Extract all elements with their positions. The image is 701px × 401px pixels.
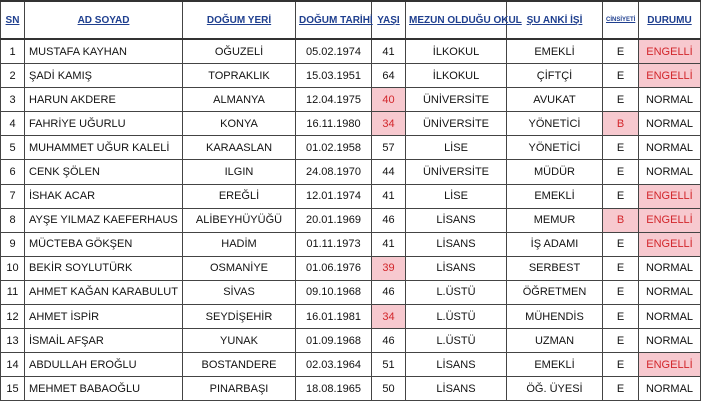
cell-durumu[interactable]: NORMAL	[639, 256, 701, 280]
cell-mezun-okul[interactable]: LİSE	[406, 184, 507, 208]
table-row[interactable]	[1, 64, 701, 88]
table-row[interactable]	[1, 305, 701, 329]
cell-dogum-yeri[interactable]: SİVAS	[183, 280, 296, 304]
cell-yasi[interactable]: 51	[372, 353, 406, 377]
cell-dogum-tarihi[interactable]: 01.09.1968	[296, 329, 372, 353]
cell-durumu[interactable]: NORMAL	[639, 305, 701, 329]
cell-mezun-okul[interactable]: LİSANS	[406, 208, 507, 232]
cell-durumu[interactable]: NORMAL	[639, 160, 701, 184]
cell-cinsiyet[interactable]: E	[603, 160, 639, 184]
cell-sn[interactable]: 5	[1, 136, 25, 160]
cell-su-anki-isi[interactable]: YÖNETİCİ	[507, 112, 603, 136]
cell-ad-soyad[interactable]: HARUN AKDERE	[25, 88, 183, 112]
cell-cinsiyet[interactable]: E	[603, 305, 639, 329]
cell-cinsiyet[interactable]: E	[603, 184, 639, 208]
cell-dogum-yeri[interactable]: ALMANYA	[183, 88, 296, 112]
header-durumu[interactable]: DURUMU	[639, 1, 701, 39]
cell-ad-soyad[interactable]: MEHMET BABAOĞLU	[25, 377, 183, 401]
table-row[interactable]	[1, 353, 701, 377]
cell-mezun-okul[interactable]: LİSANS	[406, 353, 507, 377]
cell-su-anki-isi[interactable]: SERBEST	[507, 256, 603, 280]
cell-su-anki-isi[interactable]: YÖNETİCİ	[507, 136, 603, 160]
cell-cinsiyet[interactable]: E	[603, 64, 639, 88]
cell-cinsiyet[interactable]: E	[603, 136, 639, 160]
cell-sn[interactable]: 14	[1, 353, 25, 377]
header-su-anki-isi[interactable]: ŞU ANKİ İŞİ	[507, 1, 603, 39]
table-row[interactable]	[1, 39, 701, 64]
cell-dogum-tarihi[interactable]: 18.08.1965	[296, 377, 372, 401]
table-row[interactable]	[1, 184, 701, 208]
cell-sn[interactable]: 4	[1, 112, 25, 136]
cell-mezun-okul[interactable]: LİSE	[406, 136, 507, 160]
cell-cinsiyet[interactable]: E	[603, 88, 639, 112]
cell-su-anki-isi[interactable]: UZMAN	[507, 329, 603, 353]
cell-durumu[interactable]: NORMAL	[639, 136, 701, 160]
cell-durumu[interactable]: NORMAL	[639, 280, 701, 304]
cell-dogum-yeri[interactable]: KARAASLAN	[183, 136, 296, 160]
cell-dogum-yeri[interactable]: PINARBAŞI	[183, 377, 296, 401]
cell-dogum-yeri[interactable]: ALİBEYHÜYÜĞÜ	[183, 208, 296, 232]
cell-su-anki-isi[interactable]: EMEKLİ	[507, 353, 603, 377]
cell-cinsiyet[interactable]: E	[603, 329, 639, 353]
cell-yasi[interactable]: 46	[372, 329, 406, 353]
header-dogum-tarihi[interactable]: DOĞUM TARİHİ	[296, 1, 372, 39]
cell-sn[interactable]: 1	[1, 39, 25, 64]
cell-mezun-okul[interactable]: ÜNİVERSİTE	[406, 88, 507, 112]
cell-ad-soyad[interactable]: ŞADİ KAMIŞ	[25, 64, 183, 88]
cell-dogum-tarihi[interactable]: 01.11.1973	[296, 232, 372, 256]
cell-dogum-yeri[interactable]: YUNAK	[183, 329, 296, 353]
cell-mezun-okul[interactable]: İLKOKUL	[406, 39, 507, 64]
cell-su-anki-isi[interactable]: MÜHENDİS	[507, 305, 603, 329]
cell-cinsiyet[interactable]: E	[603, 377, 639, 401]
cell-cinsiyet[interactable]: E	[603, 39, 639, 64]
cell-ad-soyad[interactable]: AHMET İSPİR	[25, 305, 183, 329]
header-mezun-okul[interactable]: MEZUN OLDUĞU OKUL	[406, 1, 507, 39]
cell-su-anki-isi[interactable]: MÜDÜR	[507, 160, 603, 184]
cell-cinsiyet[interactable]: B	[603, 208, 639, 232]
cell-sn[interactable]: 10	[1, 256, 25, 280]
cell-ad-soyad[interactable]: MÜCTEBA GÖKŞEN	[25, 232, 183, 256]
header-yasi[interactable]: YAŞI	[372, 1, 406, 39]
cell-durumu[interactable]: ENGELLİ	[639, 184, 701, 208]
cell-durumu[interactable]: NORMAL	[639, 112, 701, 136]
cell-dogum-tarihi[interactable]: 12.01.1974	[296, 184, 372, 208]
cell-ad-soyad[interactable]: CENK ŞÖLEN	[25, 160, 183, 184]
cell-yasi[interactable]: 41	[372, 232, 406, 256]
cell-yasi[interactable]: 57	[372, 136, 406, 160]
cell-dogum-yeri[interactable]: KONYA	[183, 112, 296, 136]
cell-dogum-tarihi[interactable]: 01.06.1976	[296, 256, 372, 280]
cell-cinsiyet[interactable]: B	[603, 112, 639, 136]
cell-dogum-tarihi[interactable]: 20.01.1969	[296, 208, 372, 232]
cell-durumu[interactable]: ENGELLİ	[639, 39, 701, 64]
cell-yasi[interactable]: 46	[372, 280, 406, 304]
cell-ad-soyad[interactable]: AHMET KAĞAN KARABULUT	[25, 280, 183, 304]
cell-ad-soyad[interactable]: İSHAK ACAR	[25, 184, 183, 208]
cell-ad-soyad[interactable]: MUHAMMET UĞUR KALELİ	[25, 136, 183, 160]
cell-dogum-tarihi[interactable]: 09.10.1968	[296, 280, 372, 304]
table-row[interactable]	[1, 329, 701, 353]
cell-durumu[interactable]: NORMAL	[639, 377, 701, 401]
cell-durumu[interactable]: NORMAL	[639, 329, 701, 353]
cell-cinsiyet[interactable]: E	[603, 280, 639, 304]
cell-durumu[interactable]: NORMAL	[639, 88, 701, 112]
cell-dogum-tarihi[interactable]: 16.01.1981	[296, 305, 372, 329]
cell-dogum-yeri[interactable]: ILGIN	[183, 160, 296, 184]
cell-su-anki-isi[interactable]: ÖĞ. ÜYESİ	[507, 377, 603, 401]
cell-dogum-yeri[interactable]: SEYDİŞEHİR	[183, 305, 296, 329]
cell-sn[interactable]: 13	[1, 329, 25, 353]
cell-durumu[interactable]: ENGELLİ	[639, 232, 701, 256]
cell-ad-soyad[interactable]: BEKİR SOYLUTÜRK	[25, 256, 183, 280]
cell-mezun-okul[interactable]: ÜNİVERSİTE	[406, 160, 507, 184]
cell-yasi[interactable]: 39	[372, 256, 406, 280]
cell-ad-soyad[interactable]: İSMAİL AFŞAR	[25, 329, 183, 353]
cell-yasi[interactable]: 40	[372, 88, 406, 112]
cell-durumu[interactable]: ENGELLİ	[639, 208, 701, 232]
cell-sn[interactable]: 15	[1, 377, 25, 401]
cell-su-anki-isi[interactable]: EMEKLİ	[507, 184, 603, 208]
header-cinsiyet[interactable]: CİNSİYETİ	[603, 1, 639, 39]
header-ad-soyad[interactable]: AD SOYAD	[25, 1, 183, 39]
cell-su-anki-isi[interactable]: MEMUR	[507, 208, 603, 232]
cell-cinsiyet[interactable]: E	[603, 232, 639, 256]
cell-durumu[interactable]: ENGELLİ	[639, 64, 701, 88]
cell-dogum-yeri[interactable]: HADİM	[183, 232, 296, 256]
cell-mezun-okul[interactable]: LİSANS	[406, 256, 507, 280]
cell-cinsiyet[interactable]: E	[603, 353, 639, 377]
cell-sn[interactable]: 12	[1, 305, 25, 329]
cell-dogum-tarihi[interactable]: 12.04.1975	[296, 88, 372, 112]
table-row[interactable]	[1, 136, 701, 160]
cell-dogum-tarihi[interactable]: 02.03.1964	[296, 353, 372, 377]
cell-dogum-yeri[interactable]: OSMANİYE	[183, 256, 296, 280]
cell-su-anki-isi[interactable]: ÖĞRETMEN	[507, 280, 603, 304]
cell-mezun-okul[interactable]: L.ÜSTÜ	[406, 329, 507, 353]
table-body	[1, 39, 701, 401]
cell-sn[interactable]: 8	[1, 208, 25, 232]
table-row[interactable]	[1, 280, 701, 304]
cell-yasi[interactable]: 34	[372, 112, 406, 136]
cell-ad-soyad[interactable]: FAHRİYE UĞURLU	[25, 112, 183, 136]
cell-sn[interactable]: 2	[1, 64, 25, 88]
cell-yasi[interactable]: 44	[372, 160, 406, 184]
header-row	[1, 1, 701, 39]
cell-mezun-okul[interactable]: L.ÜSTÜ	[406, 280, 507, 304]
cell-mezun-okul[interactable]: İLKOKUL	[406, 64, 507, 88]
cell-su-anki-isi[interactable]: AVUKAT	[507, 88, 603, 112]
table-row[interactable]	[1, 232, 701, 256]
cell-dogum-tarihi[interactable]: 01.02.1958	[296, 136, 372, 160]
cell-durumu[interactable]: ENGELLİ	[639, 353, 701, 377]
header-dogum-yeri[interactable]: DOĞUM YERİ	[183, 1, 296, 39]
cell-su-anki-isi[interactable]: ÇİFTÇİ	[507, 64, 603, 88]
cell-yasi[interactable]: 64	[372, 64, 406, 88]
cell-su-anki-isi[interactable]: İŞ ADAMI	[507, 232, 603, 256]
cell-mezun-okul[interactable]: L.ÜSTÜ	[406, 305, 507, 329]
cell-dogum-tarihi[interactable]: 16.11.1980	[296, 112, 372, 136]
cell-mezun-okul[interactable]: LİSANS	[406, 232, 507, 256]
cell-dogum-tarihi[interactable]: 15.03.1951	[296, 64, 372, 88]
cell-dogum-yeri[interactable]: TOPRAKLIK	[183, 64, 296, 88]
cell-sn[interactable]: 6	[1, 160, 25, 184]
cell-dogum-yeri[interactable]: OĞUZELİ	[183, 39, 296, 64]
header-sn[interactable]: SN	[1, 1, 25, 39]
cell-ad-soyad[interactable]: MUSTAFA KAYHAN	[25, 39, 183, 64]
cell-cinsiyet[interactable]: E	[603, 256, 639, 280]
cell-yasi[interactable]: 50	[372, 377, 406, 401]
cell-dogum-tarihi[interactable]: 05.02.1974	[296, 39, 372, 64]
cell-sn[interactable]: 3	[1, 88, 25, 112]
cell-yasi[interactable]: 41	[372, 39, 406, 64]
cell-yasi[interactable]: 41	[372, 184, 406, 208]
cell-ad-soyad[interactable]: AYŞE YILMAZ KAEFERHAUS	[25, 208, 183, 232]
table-row[interactable]	[1, 377, 701, 401]
cell-yasi[interactable]: 34	[372, 305, 406, 329]
table-row[interactable]	[1, 256, 701, 280]
cell-sn[interactable]: 11	[1, 280, 25, 304]
cell-mezun-okul[interactable]: LİSANS	[406, 377, 507, 401]
table-row[interactable]	[1, 112, 701, 136]
cell-dogum-yeri[interactable]: EREĞLİ	[183, 184, 296, 208]
cell-yasi[interactable]: 46	[372, 208, 406, 232]
cell-sn[interactable]: 9	[1, 232, 25, 256]
table-row[interactable]	[1, 160, 701, 184]
table-row[interactable]	[1, 208, 701, 232]
cell-dogum-yeri[interactable]: BOSTANDERE	[183, 353, 296, 377]
cell-dogum-tarihi[interactable]: 24.08.1970	[296, 160, 372, 184]
cell-ad-soyad[interactable]: ABDULLAH EROĞLU	[25, 353, 183, 377]
table-row[interactable]	[1, 88, 701, 112]
cell-su-anki-isi[interactable]: EMEKLİ	[507, 39, 603, 64]
cell-sn[interactable]: 7	[1, 184, 25, 208]
cell-mezun-okul[interactable]: ÜNİVERSİTE	[406, 112, 507, 136]
